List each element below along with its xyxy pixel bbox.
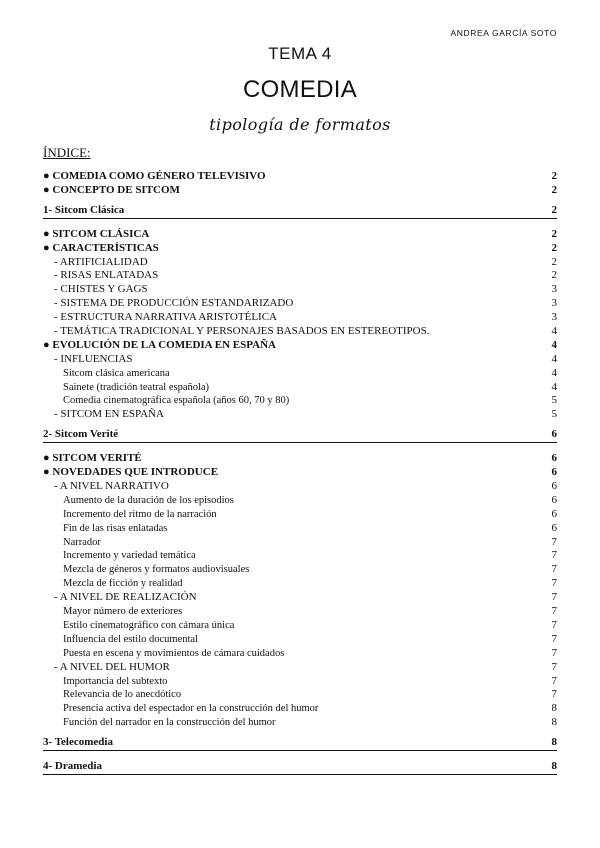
author-name: ANDREA GARCÍA SOTO <box>450 28 557 38</box>
toc-entry-row[interactable] <box>43 394 557 408</box>
toc-entry-text: Narrador <box>63 536 101 548</box>
toc-page-number: 6 <box>551 507 557 520</box>
toc-entry-text: Incremento del ritmo de la narración <box>63 508 217 520</box>
toc-entry-text: 4- Dramedia <box>43 760 102 773</box>
toc-page-number: 6 <box>551 428 557 441</box>
toc-page-number: 3 <box>551 311 557 324</box>
toc-entry-text: 1- Sitcom Clásica <box>43 203 125 216</box>
toc-entry-row[interactable] <box>43 563 557 577</box>
toc-section-row[interactable] <box>43 736 557 751</box>
toc-entry-text: - TEMÁTICA TRADICIONAL Y PERSONAJES BASADOS EN ESTEREOTIPOS. <box>54 325 430 338</box>
toc-section-row[interactable] <box>43 204 557 219</box>
toc-entry-row[interactable] <box>43 242 557 256</box>
toc-entry-row[interactable] <box>43 339 557 353</box>
toc-page-number: 8 <box>551 716 557 729</box>
toc-entry-row[interactable] <box>43 522 557 536</box>
toc-entry-text: - A NIVEL NARRATIVO <box>54 480 169 493</box>
toc-page-number: 7 <box>551 563 557 576</box>
toc-entry-row[interactable] <box>43 675 557 689</box>
toc-page-number: 8 <box>551 702 557 715</box>
toc-entry-row[interactable] <box>43 633 557 647</box>
toc-entry-row[interactable] <box>43 494 557 508</box>
toc-entry-row[interactable] <box>43 591 557 605</box>
toc-page-number: 7 <box>551 535 557 548</box>
toc-page-number: 2 <box>551 170 557 182</box>
toc-entry-text: - CHISTES Y GAGS <box>54 283 148 296</box>
toc-entry-text: Estilo cinematográfico con cámara única <box>63 619 235 631</box>
toc-entry-row[interactable] <box>43 536 557 550</box>
toc-page-number: 6 <box>551 466 557 479</box>
page-title: COMEDIA <box>242 76 358 103</box>
toc-page-number: 8 <box>551 736 557 749</box>
toc-page-number: 7 <box>551 618 557 631</box>
toc-entry-text: Sainete (tradición teatral española) <box>63 381 210 393</box>
toc-entry-row[interactable] <box>43 702 557 716</box>
toc-entry-text: Sitcom clásica americana <box>63 367 170 379</box>
toc-page-number: 7 <box>551 674 557 687</box>
toc-entry-text: Comedia cinematográfica española (años 60, 70 y 80) <box>63 395 290 407</box>
toc-entry-row[interactable] <box>43 353 557 367</box>
toc-entry-row[interactable] <box>43 480 557 494</box>
toc-page-number: 4 <box>551 352 557 365</box>
toc-entry-text: Influencia del estilo documental <box>63 633 198 645</box>
toc-entry-text: - SISTEMA DE PRODUCCIÓN ESTANDARIZADO <box>54 297 294 310</box>
toc-entry-text: ● COMEDIA COMO GÉNERO TELEVISIVO <box>43 170 266 182</box>
toc-entry-row[interactable] <box>43 452 557 466</box>
toc-page-number: 4 <box>551 325 557 338</box>
toc-page-number: 6 <box>551 452 557 465</box>
toc-page-number: 2 <box>551 269 557 282</box>
toc-entry-row[interactable] <box>43 549 557 563</box>
toc-entry-text: - SITCOM EN ESPAÑA <box>54 408 164 421</box>
toc-entry-text: - INFLUENCIAS <box>54 352 133 365</box>
toc-entry-row[interactable] <box>43 367 557 381</box>
toc-section-row[interactable] <box>43 760 557 775</box>
toc-entry-row[interactable] <box>43 466 557 480</box>
toc-page-number: 2 <box>551 227 557 240</box>
toc-page-number: 2 <box>551 255 557 268</box>
toc-entry-text: Función del narrador en la construcción del humor <box>63 717 276 729</box>
toc-page-number: 4 <box>551 380 557 393</box>
toc-page-number: 4 <box>551 338 557 351</box>
toc-page-number: 2 <box>551 241 557 254</box>
toc-entry-row[interactable] <box>43 381 557 395</box>
toc-entry-text: Relevancia de lo anecdótico <box>63 689 182 701</box>
toc-entry-row[interactable] <box>43 577 557 591</box>
toc-section-row[interactable] <box>43 428 557 443</box>
toc-entry-text: - ARTIFICIALIDAD <box>54 255 148 268</box>
toc-page-number: 8 <box>551 760 557 773</box>
toc-page-number: 4 <box>551 366 557 379</box>
toc-entry-text: - ESTRUCTURA NARRATIVA ARISTOTÉLICA <box>54 311 277 324</box>
tema-heading: TEMA 4 <box>268 44 332 63</box>
toc-page-number: 3 <box>551 283 557 296</box>
toc-entry-row[interactable] <box>43 508 557 522</box>
toc-entry-row[interactable] <box>43 605 557 619</box>
toc-entry-text: Puesta en escena y movimientos de cámara cuidados <box>63 647 285 659</box>
toc-page-number: 7 <box>551 632 557 645</box>
toc-page-number: 2 <box>551 203 557 216</box>
toc-entry-row[interactable] <box>43 311 557 325</box>
toc-entry-text: Mezcla de géneros y formatos audiovisuales <box>63 564 250 576</box>
toc-entry-row[interactable] <box>43 297 557 311</box>
toc-page-number: 6 <box>551 480 557 493</box>
toc-page-number: 5 <box>551 408 557 421</box>
toc-page-number: 7 <box>551 577 557 590</box>
toc-page-number: 2 <box>551 183 557 196</box>
toc-page-number: 7 <box>551 591 557 604</box>
toc-entry-text: - A NIVEL DE REALIZACIÓN <box>54 591 197 604</box>
toc-entry-text: ● CONCEPTO DE SITCOM <box>43 183 180 196</box>
toc-entry-text: Importancia del subtexto <box>63 675 168 687</box>
toc-page-number: 6 <box>551 493 557 506</box>
toc-entry-text: Mayor número de exteriores <box>63 606 183 618</box>
page-subtitle: tipología de formatos <box>209 115 391 134</box>
toc-heading: ÍNDICE: <box>43 145 91 160</box>
toc-page-number: 7 <box>551 549 557 562</box>
toc-entry-text: Mezcla de ficción y realidad <box>63 578 183 590</box>
toc-entry-row[interactable] <box>43 269 557 283</box>
toc-entry-row[interactable] <box>43 661 557 675</box>
toc-entry-text: ● SITCOM CLÁSICA <box>43 227 150 240</box>
toc-entry-row[interactable] <box>43 716 557 730</box>
toc-page-number: 7 <box>551 646 557 659</box>
toc-entry-row[interactable] <box>43 647 557 661</box>
toc-page-number: 6 <box>551 521 557 534</box>
toc-entry-text: ● CARACTERÍSTICAS <box>43 241 159 254</box>
toc-entry-row[interactable] <box>43 256 557 270</box>
toc-entry-row[interactable] <box>43 408 557 422</box>
toc-entry-row[interactable] <box>43 283 557 297</box>
toc-entry-text: ● SITCOM VERITÉ <box>43 452 142 465</box>
toc-entry-text: 2- Sitcom Verité <box>43 428 119 441</box>
toc-entry-row[interactable] <box>43 170 557 184</box>
toc-entry-text: 3- Telecomedia <box>43 736 113 749</box>
toc-entry-row[interactable] <box>43 688 557 702</box>
toc-entry-text: Aumento de la duración de los episodios <box>63 494 234 506</box>
toc-entry-text: Fin de las risas enlatadas <box>63 522 168 534</box>
toc-entry-row[interactable] <box>43 184 557 198</box>
toc-page-number: 3 <box>551 297 557 310</box>
toc-entry-row[interactable] <box>43 325 557 339</box>
table-of-contents <box>43 170 557 784</box>
toc-entry-text: - A NIVEL DEL HUMOR <box>54 660 170 673</box>
toc-page-number: 7 <box>551 688 557 701</box>
toc-entry-text: Incremento y variedad temática <box>63 550 196 562</box>
toc-entry-text: ● EVOLUCIÓN DE LA COMEDIA EN ESPAÑA <box>43 338 276 351</box>
toc-page-number: 7 <box>551 605 557 618</box>
toc-entry-text: ● NOVEDADES QUE INTRODUCE <box>43 466 219 479</box>
toc-page-number: 5 <box>551 394 557 407</box>
toc-entry-row[interactable] <box>43 228 557 242</box>
toc-entry-row[interactable] <box>43 619 557 633</box>
toc-entry-text: - RISAS ENLATADAS <box>54 269 159 282</box>
toc-page-number: 7 <box>551 660 557 673</box>
toc-entry-text: Presencia activa del espectador en la construcción del humor <box>63 703 319 715</box>
